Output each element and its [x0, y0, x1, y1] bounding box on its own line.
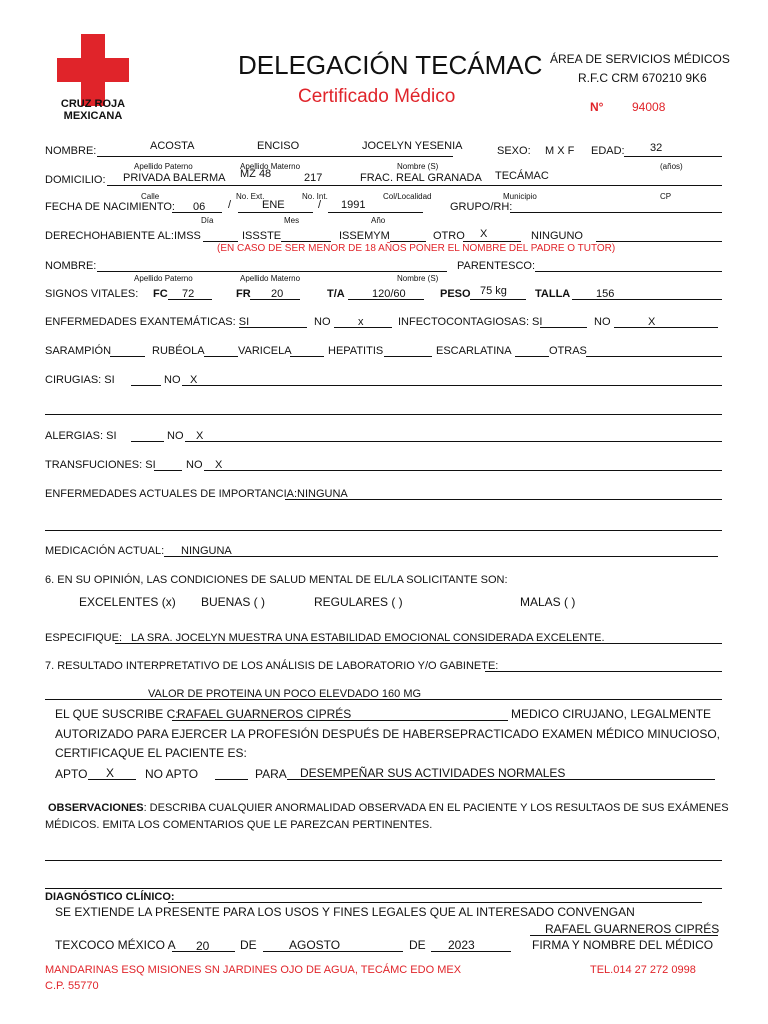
apto-mark: X: [106, 766, 115, 780]
mes-line: [238, 212, 313, 213]
footer-direccion: MANDARINAS ESQ MISIONES SN JARDINES OJO DE AGUA, TECÁMC EDO MEX: [45, 964, 462, 976]
firma-medico-nombre: RAFAEL GUARNEROS CIPRÉS: [545, 922, 720, 936]
otras-line: [586, 356, 722, 357]
hepatitis-label: HEPATITIS: [328, 345, 384, 357]
infecto-mark: X: [648, 316, 656, 328]
rubeola-line: [204, 356, 238, 357]
derecho-otro: OTRO: [433, 230, 465, 242]
cierre-anio: 2023: [448, 938, 475, 952]
fr-value: 20: [271, 288, 284, 300]
fc-value: 72: [182, 288, 195, 300]
sub-calle: Calle: [141, 192, 160, 201]
cirugias-extra-line: [45, 414, 722, 415]
edad-line: [624, 156, 722, 157]
tutor-nombre-line: [97, 271, 447, 272]
parentesco-label: PARENTESCO:: [457, 260, 536, 272]
sub-dia: Día: [201, 216, 214, 225]
signos-label: SIGNOS VITALES:: [45, 288, 139, 300]
talla-line: [572, 299, 722, 300]
sub-nombres: Nombre (S): [397, 162, 439, 171]
document-subtitle: Certificado Médico: [298, 86, 456, 107]
certifica-text: CERTIFICAQUE EL PACIENTE ES:: [55, 746, 247, 760]
grupo-label: GRUPO/RH:: [450, 201, 513, 213]
alergias-label: ALERGIAS: SI: [45, 430, 117, 442]
apto-label: APTO: [55, 767, 88, 781]
peso-value: 75 kg: [480, 285, 507, 297]
para-value: DESEMPEÑAR SUS ACTIVIDADES NORMALES: [300, 766, 566, 780]
exantematicas-si-line: [239, 327, 307, 328]
otro-line: [463, 241, 521, 242]
nacimiento-label: FECHA DE NACIMIENTO:: [45, 201, 175, 213]
sarampion-label: SARAMPIÓN: [45, 345, 112, 357]
suscribe-label: EL QUE SUSCRIBE C:: [55, 707, 179, 721]
cierre-de2: DE: [409, 938, 426, 952]
opcion-excelentes: EXCELENTES (x): [79, 595, 176, 609]
parentesco-line: [535, 271, 722, 272]
tutor-sub-materno: Apellido Materno: [240, 274, 301, 283]
logo-line1: CRUZ ROJA: [60, 98, 126, 110]
sexo-label: SEXO:: [497, 145, 531, 157]
varicela-label: VARICELA: [238, 345, 292, 357]
folio-label: N°: [590, 100, 604, 114]
cierre-de1: DE: [240, 938, 257, 952]
edad-unit: (años): [660, 162, 683, 171]
escarlatina-label: ESCARLATINA: [436, 345, 512, 357]
opcion-malas: MALAS ( ): [520, 595, 576, 609]
observaciones-label: OBSERVACIONES: [48, 802, 144, 814]
medicacion-value: NINGUNA: [181, 545, 232, 557]
cierre-dia: 20: [196, 939, 210, 953]
talla-label: TALLA: [535, 288, 571, 300]
domicilio-label: DOMICILIO:: [45, 174, 106, 186]
ta-value: 120/60: [372, 288, 406, 300]
infecto-no-line: [614, 327, 718, 328]
document-title: DELEGACIÓN TECÁMAC: [238, 50, 543, 80]
exantematicas-mark: x: [358, 316, 364, 328]
lugar-label: TEXCOCO MÉXICO A: [55, 938, 176, 952]
area-label: ÁREA DE SERVICIOS MÉDICOS: [550, 52, 730, 66]
alergias-mark: X: [196, 430, 204, 442]
domicilio-line: [107, 185, 722, 186]
edad-value: 32: [650, 142, 663, 154]
nacimiento-mes: ENE: [262, 199, 285, 211]
autorizado-text: AUTORIZADO PARA EJERCER LA PROFESIÓN DESPUÉS DE HABERSEPRACTICADO EXAMEN MÉDICO MINUCIOSO,: [55, 727, 721, 741]
medico-nombre: RAFAEL GUARNEROS CIPRÉS: [177, 707, 352, 721]
imss-line: [203, 241, 238, 242]
sub-no-ext: No. Ext.: [236, 192, 265, 201]
exantematicas-no: NO: [314, 316, 331, 328]
transfusiones-no-line: [204, 470, 722, 471]
derecho-otro-mark: X: [480, 228, 488, 240]
transfusiones-si-line: [154, 470, 182, 471]
extiende-text: SE EXTIENDE LA PRESENTE PARA LOS USOS Y FINES LEGALES QUE AL INTERESADO CONVENGAN: [55, 905, 635, 919]
rfc-label: R.F.C CRM 670210 9K6: [578, 71, 707, 85]
nombre-label: NOMBRE:: [45, 145, 97, 157]
cirugias-label: CIRUGIAS: SI: [45, 374, 115, 386]
actuales-label: ENFERMEDADES ACTUALES DE IMPORTANCIA:: [45, 488, 298, 500]
sub-no-int: No. Int.: [302, 192, 328, 201]
talla-value: 156: [596, 288, 615, 300]
peso-line: [470, 299, 526, 300]
transfusiones-no: NO: [186, 459, 203, 471]
infecto-no: NO: [594, 316, 611, 328]
calle-value: PRIVADA BALERMA: [123, 172, 226, 184]
medicacion-label: MEDICACIÓN ACTUAL:: [45, 545, 165, 557]
tutor-nombre-label: NOMBRE:: [45, 260, 97, 272]
cirugias-si-line: [131, 385, 161, 386]
footer-cp: C.P. 55770: [45, 980, 99, 992]
sub-cp: CP: [660, 192, 672, 201]
ta-label: T/A: [327, 288, 345, 300]
nacimiento-anio: 1991: [341, 199, 366, 211]
observaciones-text2: MÉDICOS. EMITA LOS COMENTARIOS QUE LE PAREZCAN PERTINENTES.: [45, 819, 433, 831]
sub-apellido-materno: Apellido Materno: [240, 162, 301, 171]
issste-line: [281, 241, 331, 242]
medicacion-line: [164, 556, 718, 557]
escarlatina-line: [515, 356, 549, 357]
derecho-issste: ISSSTE: [242, 230, 282, 242]
fr-label: FR: [236, 288, 251, 300]
derecho-ninguno: NINGUNO: [531, 230, 583, 242]
observaciones-line1: [48, 802, 729, 814]
alergias-si-line: [131, 441, 164, 442]
tutor-sub-paterno: Apellido Paterno: [134, 274, 193, 283]
sarampion-line: [110, 356, 145, 357]
cierre-mes: AGOSTO: [289, 938, 341, 952]
exantematicas-label: ENFERMEDADES EXANTEMÁTICAS: SI: [45, 316, 250, 328]
hepatitis-line: [384, 356, 432, 357]
tutor-sub-nombres: Nombre (S): [397, 274, 439, 283]
issemym-line: [390, 241, 426, 242]
no-ext-value: MZ 48: [240, 168, 272, 180]
laboratorio-line: [485, 671, 722, 672]
footer-telefono: TEL.014 27 272 0998: [590, 964, 696, 976]
peso-label: PESO: [440, 288, 471, 300]
especifique-value: LA SRA. JOCELYN MUESTRA UNA ESTABILIDAD EMOCIONAL CONSIDERADA EXCELENTE.: [131, 632, 605, 644]
apellido-materno-value: ENCISO: [257, 140, 300, 152]
sub-colonia: Col/Localidad: [383, 192, 432, 201]
alergias-no: NO: [167, 430, 184, 442]
actuales-extra-line: [45, 530, 722, 531]
nombres-value: JOCELYN YESENIA: [362, 140, 463, 152]
diagnostico-label: DIAGNÓSTICO CLÍNICO:: [45, 891, 175, 903]
observaciones-line-b: [45, 888, 722, 889]
anio-line: [328, 212, 423, 213]
otras-label: OTRAS: [549, 345, 587, 357]
opcion-regulares: REGULARES ( ): [314, 595, 403, 609]
cirugias-no-line: [182, 385, 722, 386]
especifique-label: ESPECIFIQUE:: [45, 632, 123, 644]
rubeola-label: RUBÉOLA: [152, 345, 205, 357]
logo-line2: MEXICANA: [63, 110, 123, 122]
firma-line: [530, 935, 718, 936]
varicela-line: [290, 356, 324, 357]
no-apto-label: NO APTO: [145, 767, 199, 781]
nacimiento-dia: 06: [193, 201, 206, 213]
edad-label: EDAD:: [591, 145, 625, 157]
salud-mental-question: 6. EN SU OPINIÓN, LAS CONDICIONES DE SALUD MENTAL DE EL/LA SOLICITANTE SON:: [45, 574, 508, 586]
no-apto-line: [215, 779, 248, 780]
cirugias-no: NO: [164, 374, 181, 386]
derecho-issemym: ISSEMYM: [339, 230, 390, 242]
nombre-line: [97, 156, 453, 157]
logo-text: [53, 98, 133, 122]
ninguno-line: [596, 241, 722, 242]
nacimiento-sep1: /: [228, 199, 232, 211]
no-int-value: 217: [304, 172, 323, 184]
folio-number: 94008: [632, 100, 666, 114]
transfusiones-mark: X: [215, 459, 223, 471]
laboratorio-label: 7. RESULTADO INTERPRETATIVO DE LOS ANÁLISIS DE LABORATORIO Y/O GABINETE:: [45, 660, 499, 672]
infecto-label: INFECTOCONTAGIOSAS: SI: [398, 316, 543, 328]
sub-apellido-paterno: Apellido Paterno: [134, 162, 193, 171]
actuales-line: [285, 499, 722, 500]
sub-mes: Mes: [284, 216, 300, 225]
nacimiento-sep2: /: [318, 199, 322, 211]
actuales-value: NINGUNA: [297, 488, 348, 500]
municipio-value: TECÁMAC: [495, 170, 549, 182]
laboratorio-value: VALOR DE PROTEINA UN POCO ELEVDADO 160 MG: [148, 688, 422, 700]
infecto-si-line: [540, 327, 587, 328]
cirugias-mark: X: [190, 374, 198, 386]
opcion-buenas: BUENAS ( ): [201, 595, 266, 609]
menor-edad-note: (EN CASO DE SER MENOR DE 18 AÑOS PONER EL NOMBRE DEL PADRE O TUTOR): [217, 243, 616, 254]
diagnostico-line: [168, 902, 702, 903]
alergias-no-line: [185, 441, 722, 442]
firma-label: FIRMA Y NOMBRE DEL MÉDICO: [532, 938, 714, 952]
fc-label: FC: [153, 288, 168, 300]
medico-cirujano-label: MEDICO CIRUJANO, LEGALMENTE: [511, 707, 712, 721]
colonia-value: FRAC. REAL GRANADA: [360, 172, 482, 184]
observaciones-text1: : DESCRIBA CUALQUIER ANORMALIDAD OBSERVADA EN EL PACIENTE Y LOS RESULTAOS DE SUS EXÁMENES: [143, 802, 729, 814]
derecho-imss: IMSS: [174, 230, 201, 242]
observaciones-line-a: [45, 860, 722, 861]
transfusiones-label: TRANSFUCIONES: SI: [45, 459, 156, 471]
sexo-options: M X F: [545, 145, 575, 157]
para-label: PARA: [255, 767, 287, 781]
derecho-label: DERECHOHABIENTE AL:: [45, 230, 174, 242]
apellido-paterno-value: ACOSTA: [150, 140, 195, 152]
grupo-line: [510, 212, 722, 213]
sub-municipio: Municipio: [503, 192, 537, 201]
sub-anio: Año: [371, 216, 386, 225]
